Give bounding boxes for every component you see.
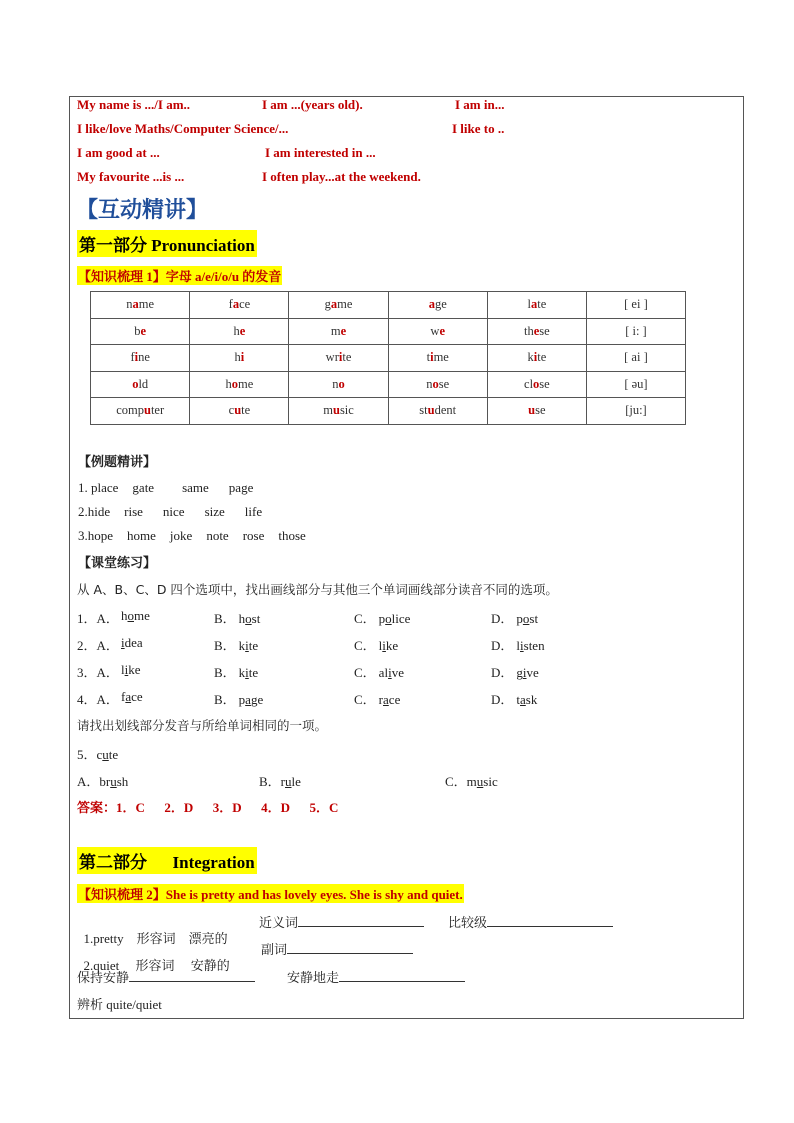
table-cell: late	[487, 292, 586, 319]
question-option: C． like	[354, 638, 399, 653]
question-option: C． police	[354, 611, 411, 626]
table-cell: home	[190, 371, 289, 398]
examples-title: 【例题精讲】	[78, 454, 157, 469]
table-cell: no	[289, 371, 388, 398]
section-heading: 【互动精讲】	[76, 198, 209, 223]
example-row-1: 1. place gate same page	[78, 480, 254, 495]
quiet-adverb: 副词	[261, 939, 413, 958]
quite-quiet-line: 辨析 quite/quiet	[77, 997, 162, 1012]
table-cell: computer	[91, 398, 190, 425]
intro-line-3-b: I am interested in ...	[265, 145, 376, 160]
question-option: C． alive	[354, 665, 404, 680]
question-option: B． kite	[214, 638, 259, 653]
question-option: B． host	[214, 611, 261, 626]
table-cell: fine	[91, 345, 190, 372]
answer-key: 答案：1．C 2．D 3．D 4．D 5．C	[77, 800, 339, 815]
table-cell: old	[91, 371, 190, 398]
instruction-1: 从 A、B、C、D 四个选项中，找出画线部分与其他三个单词画线部分读音不同的选项。	[77, 582, 558, 597]
table-cell: me	[289, 318, 388, 345]
table-cell: hi	[190, 345, 289, 372]
table-cell: [ju:]	[586, 398, 685, 425]
table-cell: age	[388, 292, 487, 319]
table-cell: music	[289, 398, 388, 425]
pretty-comparative: 比较级	[448, 912, 613, 931]
intro-line-1-b: I am ...(years old).	[262, 97, 363, 112]
table-cell: [ əu]	[586, 371, 685, 398]
table-cell: close	[487, 371, 586, 398]
question-option: face	[121, 689, 143, 704]
keep-quiet-line: 保持安静	[77, 967, 255, 986]
table-cell: face	[190, 292, 289, 319]
question-option: D． post	[491, 611, 539, 626]
part2-title: 第二部分 Integration	[77, 847, 257, 874]
example-row-2: 2.hide rise nice size life	[78, 504, 263, 519]
example-row-3: 3.hope home joke note rose those	[78, 528, 306, 543]
walk-quietly-line: 安静地走	[287, 967, 465, 986]
quiet-line: 2.quiet 形容词 安静的	[83, 958, 230, 973]
table-cell: use	[487, 398, 586, 425]
pretty-line: 1.pretty 形容词 漂亮的	[83, 931, 228, 946]
table-cell: he	[190, 318, 289, 345]
table-cell: nose	[388, 371, 487, 398]
intro-line-4-b: I often play...at the weekend.	[262, 169, 421, 184]
question-option: idea	[121, 635, 143, 650]
table-cell: [ ei ]	[586, 292, 685, 319]
table-cell: be	[91, 318, 190, 345]
intro-line-4-a: My favourite ...is ...	[77, 169, 185, 184]
table-cell: name	[91, 292, 190, 319]
table-cell: [ ai ]	[586, 345, 685, 372]
table-cell: kite	[487, 345, 586, 372]
question-5-stem: 5．cute	[77, 747, 119, 762]
table-cell: student	[388, 398, 487, 425]
question-5-option-a: A．brush	[77, 774, 129, 789]
question-option: D． give	[491, 665, 539, 680]
table-cell: [ i: ]	[586, 318, 685, 345]
part1-title: 第一部分 Pronunciation	[77, 230, 257, 257]
intro-line-1-a: My name is .../I am..	[77, 97, 191, 112]
instruction-2: 请找出划线部分发音与所给单词相同的一项。	[77, 718, 328, 733]
knowledge-point-1: 【知识梳理 1】字母 a/e/i/o/u 的发音	[77, 266, 282, 285]
table-cell: write	[289, 345, 388, 372]
pretty-synonym: 近义词	[259, 912, 424, 931]
table-cell: cute	[190, 398, 289, 425]
table-row	[91, 371, 686, 398]
intro-line-1-c: I am in...	[455, 97, 505, 112]
question-option: D． task	[491, 692, 538, 707]
pronunciation-table	[90, 291, 686, 425]
table-row	[91, 292, 686, 319]
table-row	[91, 345, 686, 372]
table-row	[91, 398, 686, 425]
practice-title: 【课堂练习】	[78, 555, 157, 570]
table-row	[91, 318, 686, 345]
table-cell: game	[289, 292, 388, 319]
table-cell: we	[388, 318, 487, 345]
question-option: B． kite	[214, 665, 259, 680]
question-option: B． page	[214, 692, 264, 707]
question-option: C． race	[354, 692, 401, 707]
intro-line-3-a: I am good at ...	[77, 145, 160, 160]
intro-line-2-c: I like to ..	[452, 121, 505, 136]
knowledge-point-2: 【知识梳理 2】She is pretty and has lovely eyes. She is shy and quiet.	[77, 884, 464, 903]
question-option: D． listen	[491, 638, 545, 653]
question-option: like	[121, 662, 141, 677]
question-5-option-c: C．music	[445, 774, 498, 789]
question-option: home	[121, 608, 150, 623]
table-cell: these	[487, 318, 586, 345]
question-5-option-b: B．rule	[259, 774, 301, 789]
intro-line-2-a: I like/love Maths/Computer Science/...	[77, 121, 289, 136]
table-cell: time	[388, 345, 487, 372]
